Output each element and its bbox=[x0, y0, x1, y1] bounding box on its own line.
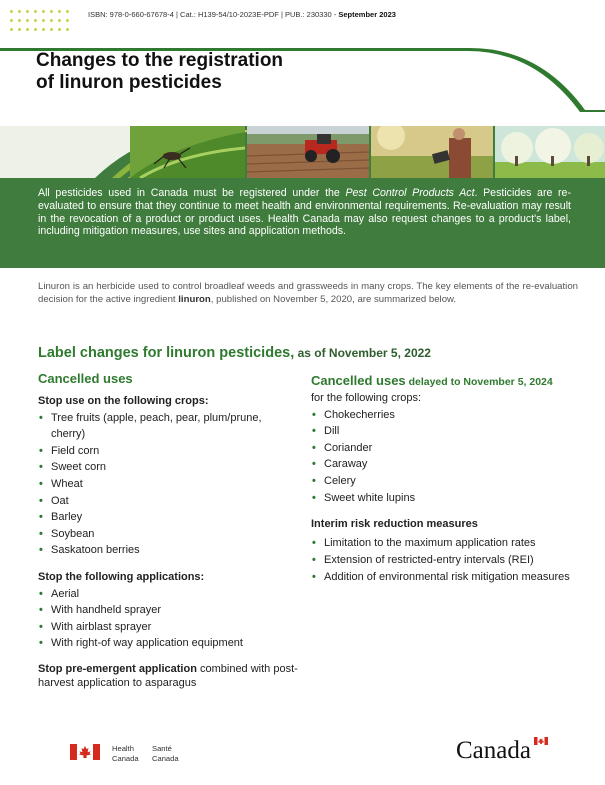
list-item: • Wheat bbox=[38, 476, 298, 493]
act-name: Pest Control Products Act bbox=[345, 187, 475, 199]
list-item: • With handheld sprayer bbox=[38, 602, 298, 619]
catalogue-number: Cat.: H139-54/10-2023E-PDF bbox=[180, 10, 279, 19]
list-item: • With airblast sprayer bbox=[38, 619, 298, 636]
list-item: • Chokecherries bbox=[311, 407, 586, 424]
page-title: Changes to the registration of linuron pesticides bbox=[36, 50, 284, 93]
right-column bbox=[311, 373, 586, 584]
list-item: • Addition of environmental risk mitigation measures bbox=[311, 570, 586, 584]
list-item: • Dill bbox=[311, 423, 586, 440]
list-item: • Oat bbox=[38, 493, 298, 510]
publication-metadata: ISBN: 978-0-660-67678-4 | Cat.: H139-54/10-2023E-PDF | PUB.: 230330 - September 2023 bbox=[88, 10, 396, 19]
list-item: • Field corn bbox=[38, 443, 298, 460]
canada-wordmark: Canada bbox=[456, 737, 531, 764]
cancelled-uses-heading: Cancelled uses bbox=[38, 371, 133, 386]
wordmark-flag-icon bbox=[534, 737, 548, 745]
list-item: • Celery bbox=[311, 473, 586, 490]
list-item: • Soybean bbox=[38, 526, 298, 543]
list-item: • Limitation to the maximum application rates bbox=[311, 536, 586, 550]
cancelled-crops-list bbox=[38, 410, 298, 559]
applications-subheading: Stop the following applications: bbox=[38, 570, 205, 583]
list-item: • Tree fruits (apple, peach, pear, plum/prune, cherry) bbox=[38, 410, 298, 443]
interim-measures-heading: Interim risk reduction measures bbox=[311, 518, 478, 531]
list-item: • Extension of restricted-entry intervals (REI) bbox=[311, 553, 586, 567]
left-column bbox=[38, 371, 298, 690]
canada-flag-icon bbox=[70, 744, 100, 760]
list-item: • Aerial bbox=[38, 586, 298, 603]
list-item: • With right-of way application equipment bbox=[38, 635, 298, 652]
section-heading: Label changes for linuron pesticides, as of November 5, 2022 bbox=[38, 345, 431, 361]
list-item: • Saskatoon berries bbox=[38, 542, 298, 559]
cancelled-applications-list bbox=[38, 586, 298, 652]
tractor-photo bbox=[247, 126, 369, 178]
interim-measures-list bbox=[311, 536, 586, 584]
pre-emergent-note: Stop pre-emergent application combined with post-harvest application to asparagus bbox=[38, 662, 298, 689]
list-item: • Sweet white lupins bbox=[311, 490, 586, 507]
for-crops-label: for the following crops: bbox=[311, 392, 422, 404]
intro-paragraph: Linuron is an herbicide used to control broadleaf weeds and grassweeds in many crops. The key elements of the re-evaluation decision for the active ingredient linuron, published on November 5, 2020, are summarized below. bbox=[38, 281, 578, 305]
list-item: • Coriander bbox=[311, 440, 586, 457]
orchard-photo bbox=[495, 126, 605, 178]
list-item: • Caraway bbox=[311, 456, 586, 473]
publication-date: September 2023 bbox=[338, 10, 396, 19]
farmer-photo bbox=[371, 126, 493, 178]
delayed-crops-list bbox=[311, 407, 586, 507]
health-canada-en: Health Canada bbox=[112, 744, 139, 763]
intro-banner: All pesticides used in Canada must be registered under the Pest Control Products Act. Pesticides are re-evaluated to ensure that they continue to meet health and environmental requirements. Re-evaluation may result in the revocation of a product or product uses. Health Canada may also request changes to a product's label, including mitigation measures, use sites and application methods. bbox=[0, 178, 605, 268]
publication-number: PUB.: 230330 bbox=[284, 10, 332, 19]
sante-canada-fr: Santé Canada bbox=[152, 744, 179, 763]
crops-subheading: Stop use on the following crops: bbox=[38, 395, 209, 407]
list-item: • Barley bbox=[38, 509, 298, 526]
insect-photo bbox=[130, 126, 245, 178]
list-item: • Sweet corn bbox=[38, 459, 298, 476]
delayed-uses-heading: Cancelled uses delayed to November 5, 2024 bbox=[311, 373, 553, 388]
isbn: ISBN: 978-0-660-67678-4 bbox=[88, 10, 174, 19]
